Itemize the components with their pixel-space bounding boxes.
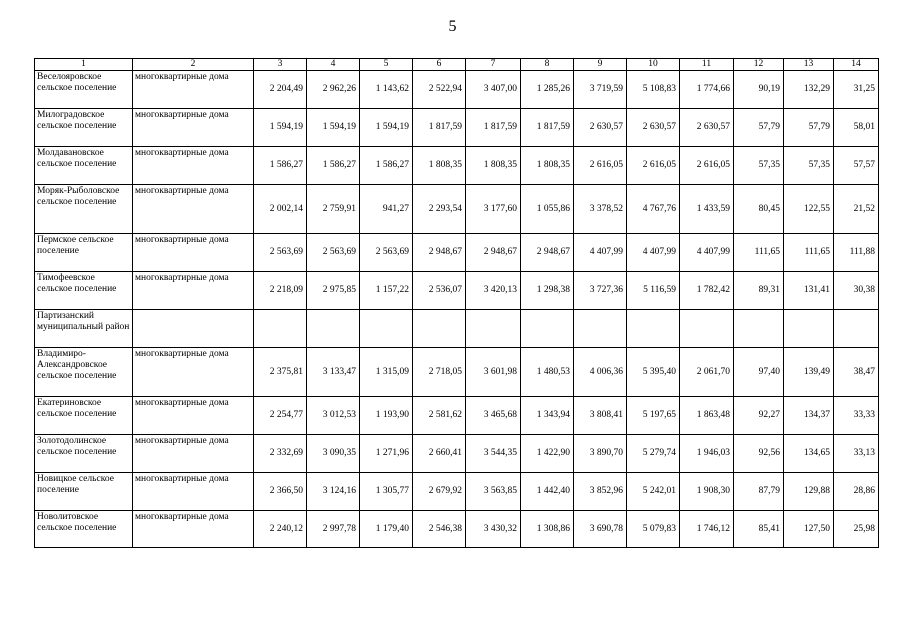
value-cell (254, 310, 307, 348)
value-cell: 3 563,85 (466, 473, 521, 511)
value-cell: 2 522,94 (413, 71, 466, 109)
column-header: 1 (35, 59, 133, 71)
column-header: 7 (466, 59, 521, 71)
value-cell: 5 079,83 (627, 511, 680, 548)
housing-type-cell: многоквартирные дома (133, 185, 254, 234)
value-cell: 87,79 (734, 473, 784, 511)
value-cell: 2 630,57 (680, 109, 734, 147)
settlement-name-cell: Екатериновское сельское поселение (35, 397, 133, 435)
value-cell: 97,40 (734, 348, 784, 397)
value-cell: 3 407,00 (466, 71, 521, 109)
tariff-table (34, 58, 879, 548)
value-cell: 57,79 (734, 109, 784, 147)
column-header: 9 (574, 59, 627, 71)
value-cell: 134,37 (784, 397, 834, 435)
value-cell: 25,98 (834, 511, 879, 548)
value-cell: 38,47 (834, 348, 879, 397)
table-row (35, 185, 879, 234)
table-row (35, 272, 879, 310)
value-cell: 1 157,22 (360, 272, 413, 310)
value-cell: 3 690,78 (574, 511, 627, 548)
value-cell: 1 594,19 (254, 109, 307, 147)
value-cell: 1 594,19 (360, 109, 413, 147)
table-body (35, 71, 879, 548)
value-cell: 111,88 (834, 234, 879, 272)
settlement-name-cell: Партизанский муниципальный район (35, 310, 133, 348)
value-cell: 33,13 (834, 435, 879, 473)
value-cell: 2 375,81 (254, 348, 307, 397)
value-cell: 1 817,59 (413, 109, 466, 147)
value-cell: 3 420,13 (466, 272, 521, 310)
value-cell (360, 310, 413, 348)
column-header: 8 (521, 59, 574, 71)
column-header: 6 (413, 59, 466, 71)
value-cell: 2 630,57 (627, 109, 680, 147)
value-cell: 3 465,68 (466, 397, 521, 435)
table-row (35, 348, 879, 397)
value-cell: 3 544,35 (466, 435, 521, 473)
value-cell: 941,27 (360, 185, 413, 234)
value-cell: 1 782,42 (680, 272, 734, 310)
value-cell: 3 808,41 (574, 397, 627, 435)
column-header: 4 (307, 59, 360, 71)
column-header: 12 (734, 59, 784, 71)
value-cell: 5 108,83 (627, 71, 680, 109)
value-cell (680, 310, 734, 348)
value-cell: 2 061,70 (680, 348, 734, 397)
housing-type-cell (133, 310, 254, 348)
housing-type-cell: многоквартирные дома (133, 234, 254, 272)
column-header: 13 (784, 59, 834, 71)
value-cell: 5 242,01 (627, 473, 680, 511)
value-cell: 2 002,14 (254, 185, 307, 234)
value-cell: 5 116,59 (627, 272, 680, 310)
value-cell: 2 293,54 (413, 185, 466, 234)
value-cell: 1 193,90 (360, 397, 413, 435)
value-cell: 1 817,59 (466, 109, 521, 147)
value-cell: 2 948,67 (413, 234, 466, 272)
value-cell: 3 852,96 (574, 473, 627, 511)
value-cell: 1 946,03 (680, 435, 734, 473)
value-cell: 3 601,98 (466, 348, 521, 397)
value-cell: 1 143,62 (360, 71, 413, 109)
header-row (35, 59, 879, 71)
value-cell: 4 407,99 (574, 234, 627, 272)
value-cell: 122,55 (784, 185, 834, 234)
value-cell: 3 090,35 (307, 435, 360, 473)
value-cell: 2 616,05 (680, 147, 734, 185)
value-cell: 89,31 (734, 272, 784, 310)
value-cell: 80,45 (734, 185, 784, 234)
value-cell (466, 310, 521, 348)
value-cell (627, 310, 680, 348)
housing-type-cell: многоквартирные дома (133, 272, 254, 310)
table-row (35, 397, 879, 435)
value-cell: 129,88 (784, 473, 834, 511)
value-cell: 134,65 (784, 435, 834, 473)
settlement-name-cell: Новолитовское сельское поселение (35, 511, 133, 548)
value-cell: 1 179,40 (360, 511, 413, 548)
value-cell: 5 395,40 (627, 348, 680, 397)
value-cell: 1 480,53 (521, 348, 574, 397)
value-cell: 3 430,32 (466, 511, 521, 548)
value-cell: 1 808,35 (413, 147, 466, 185)
value-cell: 2 204,49 (254, 71, 307, 109)
value-cell: 2 240,12 (254, 511, 307, 548)
column-header: 2 (133, 59, 254, 71)
value-cell: 1 746,12 (680, 511, 734, 548)
value-cell: 33,33 (834, 397, 879, 435)
value-cell: 4 407,99 (680, 234, 734, 272)
value-cell: 2 563,69 (360, 234, 413, 272)
value-cell: 2 718,05 (413, 348, 466, 397)
settlement-name-cell: Тимофеевское сельское поселение (35, 272, 133, 310)
value-cell: 2 759,91 (307, 185, 360, 234)
column-header: 14 (834, 59, 879, 71)
value-cell: 1 863,48 (680, 397, 734, 435)
value-cell: 2 536,07 (413, 272, 466, 310)
value-cell: 4 407,99 (627, 234, 680, 272)
value-cell: 1 285,26 (521, 71, 574, 109)
settlement-name-cell: Веселояровское сельское поселение (35, 71, 133, 109)
value-cell: 2 948,67 (521, 234, 574, 272)
value-cell: 131,41 (784, 272, 834, 310)
value-cell: 2 546,38 (413, 511, 466, 548)
settlement-name-cell: Новицкое сельское поселение (35, 473, 133, 511)
settlement-name-cell: Владимиро-Александровское сельское поселение (35, 348, 133, 397)
value-cell: 2 975,85 (307, 272, 360, 310)
page-number: 5 (448, 18, 457, 35)
value-cell: 5 197,65 (627, 397, 680, 435)
value-cell: 30,38 (834, 272, 879, 310)
housing-type-cell: многоквартирные дома (133, 511, 254, 548)
value-cell: 2 948,67 (466, 234, 521, 272)
value-cell (784, 310, 834, 348)
value-cell: 3 012,53 (307, 397, 360, 435)
table-row (35, 511, 879, 548)
value-cell: 57,35 (784, 147, 834, 185)
value-cell: 2 218,09 (254, 272, 307, 310)
value-cell: 1 343,94 (521, 397, 574, 435)
table-row (35, 435, 879, 473)
value-cell: 2 997,78 (307, 511, 360, 548)
value-cell (834, 310, 879, 348)
value-cell: 2 630,57 (574, 109, 627, 147)
value-cell: 2 679,92 (413, 473, 466, 511)
value-cell: 1 594,19 (307, 109, 360, 147)
housing-type-cell: многоквартирные дома (133, 348, 254, 397)
value-cell: 1 808,35 (521, 147, 574, 185)
value-cell: 139,49 (784, 348, 834, 397)
value-cell: 111,65 (784, 234, 834, 272)
table-row (35, 109, 879, 147)
value-cell: 2 254,77 (254, 397, 307, 435)
value-cell: 2 332,69 (254, 435, 307, 473)
value-cell: 2 563,69 (307, 234, 360, 272)
value-cell: 92,56 (734, 435, 784, 473)
value-cell: 2 616,05 (627, 147, 680, 185)
value-cell: 57,35 (734, 147, 784, 185)
table-row (35, 147, 879, 185)
table-row (35, 234, 879, 272)
table-row (35, 71, 879, 109)
settlement-name-cell: Золотодолинское сельское поселение (35, 435, 133, 473)
value-cell: 2 616,05 (574, 147, 627, 185)
value-cell: 1 055,86 (521, 185, 574, 234)
table-row (35, 310, 879, 348)
housing-type-cell: многоквартирные дома (133, 397, 254, 435)
value-cell: 1 817,59 (521, 109, 574, 147)
value-cell: 1 586,27 (307, 147, 360, 185)
value-cell: 2 962,26 (307, 71, 360, 109)
value-cell: 3 727,36 (574, 272, 627, 310)
value-cell: 132,29 (784, 71, 834, 109)
value-cell: 3 890,70 (574, 435, 627, 473)
value-cell: 1 298,38 (521, 272, 574, 310)
value-cell: 1 808,35 (466, 147, 521, 185)
value-cell (574, 310, 627, 348)
housing-type-cell: многоквартирные дома (133, 147, 254, 185)
settlement-name-cell: Молдавановское сельское поселение (35, 147, 133, 185)
value-cell (413, 310, 466, 348)
value-cell: 1 308,86 (521, 511, 574, 548)
value-cell: 4 006,36 (574, 348, 627, 397)
value-cell: 5 279,74 (627, 435, 680, 473)
value-cell: 58,01 (834, 109, 879, 147)
value-cell (734, 310, 784, 348)
value-cell: 127,50 (784, 511, 834, 548)
value-cell: 3 177,60 (466, 185, 521, 234)
value-cell: 28,86 (834, 473, 879, 511)
value-cell: 92,27 (734, 397, 784, 435)
settlement-name-cell: Пермское сельское поселение (35, 234, 133, 272)
value-cell: 57,57 (834, 147, 879, 185)
value-cell: 4 767,76 (627, 185, 680, 234)
value-cell: 1 271,96 (360, 435, 413, 473)
value-cell: 1 422,90 (521, 435, 574, 473)
column-header: 11 (680, 59, 734, 71)
value-cell: 2 366,50 (254, 473, 307, 511)
value-cell: 31,25 (834, 71, 879, 109)
value-cell (307, 310, 360, 348)
column-header: 10 (627, 59, 680, 71)
value-cell: 111,65 (734, 234, 784, 272)
housing-type-cell: многоквартирные дома (133, 109, 254, 147)
value-cell: 3 133,47 (307, 348, 360, 397)
value-cell: 3 719,59 (574, 71, 627, 109)
settlement-name-cell: Милоградовское сельское поселение (35, 109, 133, 147)
value-cell: 1 305,77 (360, 473, 413, 511)
housing-type-cell: многоквартирные дома (133, 473, 254, 511)
table-row (35, 473, 879, 511)
value-cell: 3 378,52 (574, 185, 627, 234)
column-header: 3 (254, 59, 307, 71)
housing-type-cell: многоквартирные дома (133, 71, 254, 109)
column-header: 5 (360, 59, 413, 71)
value-cell: 1 433,59 (680, 185, 734, 234)
value-cell: 2 563,69 (254, 234, 307, 272)
value-cell: 1 586,27 (360, 147, 413, 185)
value-cell: 1 908,30 (680, 473, 734, 511)
value-cell: 1 442,40 (521, 473, 574, 511)
value-cell (521, 310, 574, 348)
value-cell: 2 581,62 (413, 397, 466, 435)
value-cell: 1 774,66 (680, 71, 734, 109)
value-cell: 85,41 (734, 511, 784, 548)
value-cell: 90,19 (734, 71, 784, 109)
value-cell: 1 315,09 (360, 348, 413, 397)
value-cell: 1 586,27 (254, 147, 307, 185)
settlement-name-cell: Моряк-Рыболовское сельское поселение (35, 185, 133, 234)
housing-type-cell: многоквартирные дома (133, 435, 254, 473)
value-cell: 57,79 (784, 109, 834, 147)
value-cell: 3 124,16 (307, 473, 360, 511)
value-cell: 21,52 (834, 185, 879, 234)
value-cell: 2 660,41 (413, 435, 466, 473)
